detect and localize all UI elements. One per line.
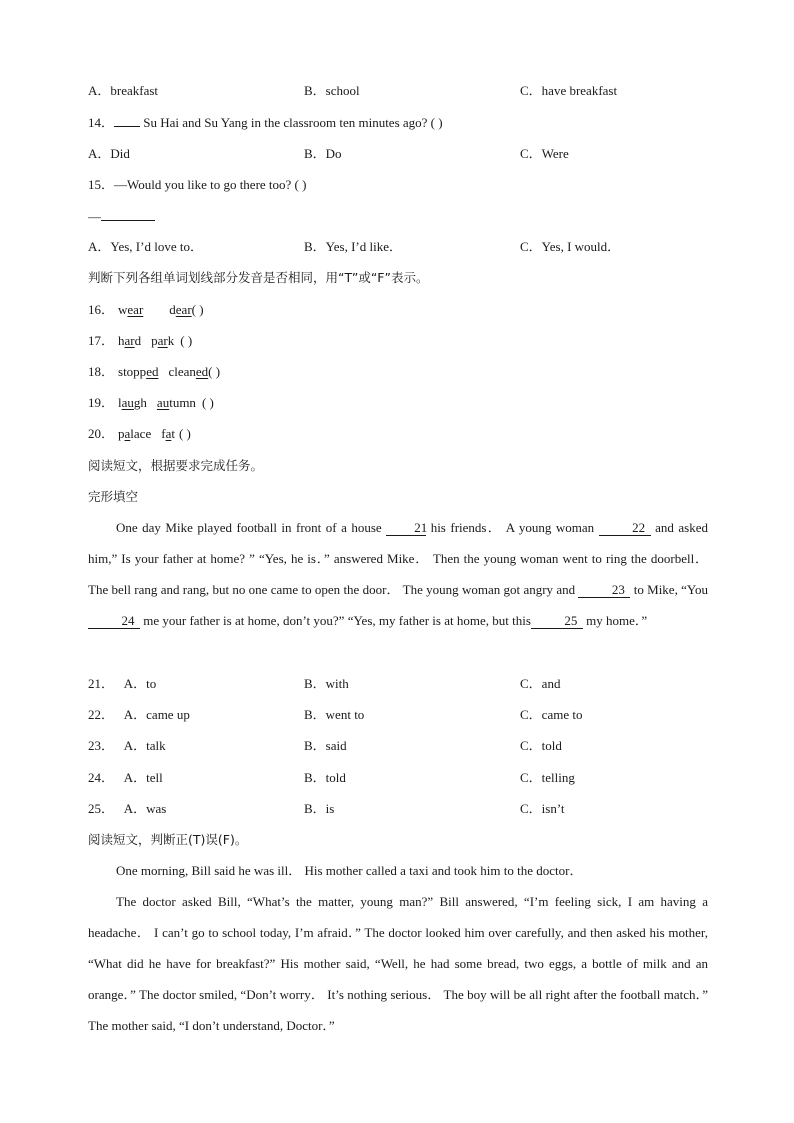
cloze-option-c: C．and — [520, 676, 561, 691]
phonics-item — [88, 425, 191, 443]
q15-blank — [101, 207, 155, 221]
phonics-item — [88, 394, 214, 412]
gap-23: 23 — [578, 583, 630, 598]
q15-option-b: B．Yes, I’d like． — [304, 239, 402, 254]
cloze-option-c: C．came to — [520, 707, 583, 722]
word-2: cleaned — [168, 364, 209, 379]
q15-option-a: A．Yes, I’d love to． — [88, 239, 203, 254]
cloze-option-row: 22． A．came up — [88, 707, 190, 722]
tf-paragraph-2: The doctor asked Bill, “What’s the matter, young man?” Bill answered, “I’m feeling sick, I am having a headache． I can’t go to school today, I’m afraid．” The doctor looked him over carefully, and then asked his mother, “What did he have for breakfast?” His mother said, “Well, he had some bread, two eggs, a bottle of milk and an orange．” The doctor smiled, “Don’t worry． It’s nothing serious． The boy will be all right after the football match．” The mother said, “I don’t understand, Doctor．” — [88, 894, 708, 1033]
cloze-option-b: B．said — [304, 738, 347, 753]
q14-text: Su Hai and Su Yang in the classroom ten minutes ago? ( ) — [140, 115, 443, 130]
word-2: fat — [161, 426, 175, 441]
cloze-passage: One day Mike played football in front of a house 21 his friends． A young woman 22 and asked him,” Is your father at home? ” “Yes, he is．” answered Mike． Then the young woman went to ring the doorbell． The bell rang and rang, but no one came to open the door． The young woman got angry and 23 to Mike, “You 24 me your father is at home, don’t you?” “Yes, my father is at home, but this 25 my home．” — [88, 520, 708, 628]
item-number: 20． — [88, 426, 115, 441]
gap-24: 24 — [88, 614, 140, 629]
gap-22: 22 — [599, 521, 651, 536]
phonics-item — [88, 363, 220, 381]
gap-25: 25 — [531, 614, 583, 629]
answer-paren: ( ) — [178, 426, 191, 441]
cloze-option-row: 23． A．talk — [88, 738, 166, 753]
cloze-option-row: 25． A．was — [88, 801, 167, 816]
cloze-option-b: B．with — [304, 676, 349, 691]
cloze-option-b: B．told — [304, 770, 346, 785]
cloze-title: 完形填空 — [88, 489, 139, 504]
q13-option-b: B．school — [304, 83, 360, 98]
answer-paren: ( ) — [191, 302, 204, 317]
q13-option-c: C．have breakfast — [520, 83, 618, 98]
item-number: 17． — [88, 333, 115, 348]
q15-question: 15．—Would you like to go there too? ( ) — [88, 177, 307, 192]
q14-option-c: C．Were — [520, 146, 569, 161]
cloze-option-c: C．telling — [520, 770, 575, 785]
q15-dash: — — [88, 209, 101, 224]
item-number: 19． — [88, 395, 115, 410]
reading-instruction: 阅读短文，根据要求完成任务。 — [88, 458, 264, 473]
q14-option-b: B．Do — [304, 146, 342, 161]
cloze-option-c: C．told — [520, 738, 562, 753]
cloze-option-row: 24． A．tell — [88, 770, 163, 785]
cloze-option-b: B．is — [304, 801, 335, 816]
q14-question — [88, 113, 443, 131]
q14-number: 14． — [88, 115, 115, 130]
cloze-option-b: B．went to — [304, 707, 365, 722]
word-2: park — [151, 333, 175, 348]
gap-21: 21 — [386, 521, 426, 536]
cloze-option-c: C．isn’t — [520, 801, 565, 816]
q15-answer-line — [88, 207, 155, 225]
tf-paragraph-1: One morning, Bill said he was ill． His mother called a taxi and took him to the doctor． — [116, 863, 583, 878]
word-2: dear — [169, 302, 192, 317]
word-2: autumn — [156, 395, 196, 410]
cloze-option-row: 21． A．to — [88, 676, 157, 691]
phonics-instruction: 判断下列各组单词划线部分发音是否相同，用“T”或“F”表示。 — [88, 270, 429, 285]
word-1: palace — [118, 426, 152, 441]
answer-paren: ( ) — [201, 395, 214, 410]
answer-paren: ( ) — [180, 333, 193, 348]
item-number: 16． — [88, 302, 115, 317]
phonics-item — [88, 332, 192, 350]
item-number: 18． — [88, 364, 115, 379]
phonics-item — [88, 301, 204, 319]
word-1: wear — [118, 302, 144, 317]
q13-option-a: A．breakfast — [88, 83, 159, 98]
answer-paren: ( ) — [208, 364, 221, 379]
word-1: stopped — [118, 364, 159, 379]
q14-blank — [114, 113, 140, 127]
word-1: laugh — [118, 395, 147, 410]
q15-option-c: C．Yes, I would． — [520, 239, 621, 254]
q14-option-a: A．Did — [88, 146, 130, 161]
word-1: hard — [118, 333, 142, 348]
tf-instruction: 阅读短文，判断正(T)误(F)。 — [88, 832, 248, 847]
